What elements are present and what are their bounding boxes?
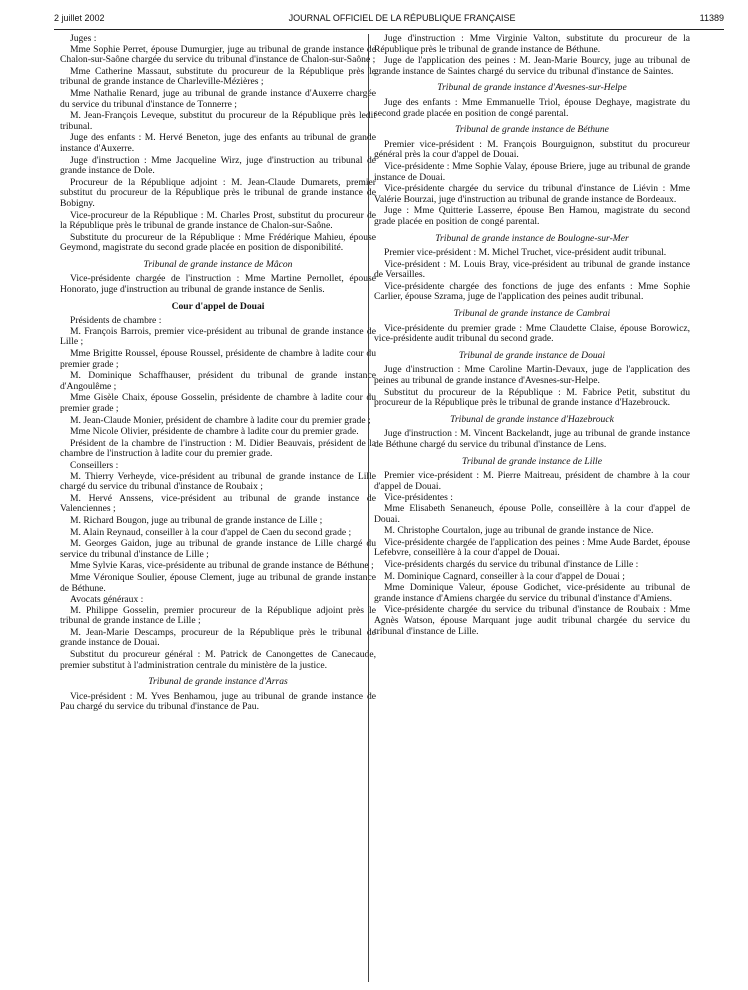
paragraph: Vice-présidente chargée du service du tribunal d'instance de Liévin : Mme Valérie Bourzai, juge d'instruction au tribunal de grande instance de Bordeaux. — [374, 183, 690, 205]
court-heading: Cour d'appel de Douai — [171, 300, 265, 312]
paragraph: Vice-présidente chargée de l'application des peines : Mme Aude Bardet, épouse Lefebvre, conseillère à la cour d'appel de Douai. — [374, 536, 690, 559]
paragraph: Mme Nicole Olivier, présidente de chambre à ladite cour du premier grade. — [70, 426, 359, 438]
paragraph: M. Dominique Schaffhauser, président du tribunal de grande instance d'Angoulême ; — [60, 370, 376, 392]
section-heading: Tribunal de grande instance d'Hazebrouck — [450, 413, 614, 425]
paragraph: Premier vice-président : M. François Bourguignon, substitut du procureur général près la cour d'appel de Douai. — [374, 138, 690, 161]
left-column — [60, 34, 376, 714]
section-label: Juges : — [70, 33, 97, 44]
paragraph: Vice-présidents chargés du service du tribunal d'instance de Lille : — [384, 558, 639, 570]
paragraph: M. Hervé Anssens, vice-président au tribunal de grande instance de Valenciennes ; — [60, 492, 376, 515]
paragraph: Vice-présidente du premier grade : Mme Claudette Claise, épouse Borowicz, vice-présidente audit tribunal du second grade. — [374, 322, 690, 345]
header-date: 2 juillet 2002 — [54, 13, 105, 23]
paragraph: M. Jean-Marie Descamps, procureur de la République près le tribunal de grande instance de Douai. — [60, 626, 376, 649]
section-heading: Tribunal de grande instance de Mâcon — [143, 258, 293, 270]
paragraph: M. Philippe Gosselin, premier procureur de la République adjoint près le tribunal de grande instance de Lille ; — [60, 604, 376, 627]
paragraph: Juge d'instruction : Mme Virginie Valton, substitute du procureur de la République près le tribunal de grande instance de Béthune. — [374, 33, 690, 55]
column-divider — [368, 34, 369, 982]
section-heading: Tribunal de grande instance de Boulogne-sur-Mer — [435, 232, 629, 244]
paragraph: Juge : Mme Quitterie Lasserre, épouse Ben Hamou, magistrate du second grade placée en position de congé parental. — [374, 205, 690, 227]
section-heading: Tribunal de grande instance d'Avesnes-sur-Helpe — [437, 82, 627, 94]
paragraph: M. Thierry Verheyde, vice-président au tribunal de grande instance de Lille chargé du service du tribunal d'instance de Roubaix ; — [60, 470, 376, 493]
section-label: Avocats généraux : — [70, 594, 144, 606]
header-title: JOURNAL OFFICIEL DE LA RÉPUBLIQUE FRANÇAISE — [288, 13, 516, 23]
section-heading: Tribunal de grande instance de Lille — [462, 455, 602, 467]
paragraph: M. Georges Gaidon, juge au tribunal de grande instance de Lille chargé du service du tribunal d'instance de Lille ; — [60, 538, 376, 560]
paragraph: Mme Gisèle Chaix, épouse Gosselin, présidente de chambre à ladite cour du premier grade ; — [60, 392, 376, 414]
paragraph: Premier vice-président : M. Michel Truchet, vice-président audit tribunal. — [384, 247, 667, 259]
section-label: Vice-présidentes : — [384, 492, 453, 504]
paragraph: Vice-président : M. Yves Benhamou, juge au tribunal de grande instance de Pau chargé du service du tribunal d'instance de Pau. — [60, 690, 376, 713]
paragraph: Mme Dominique Valeur, épouse Godichet, vice-présidente au tribunal de grande instance d'Amiens chargée du service du tribunal d'instance d'Amiens. — [374, 582, 690, 604]
section-heading: Tribunal de grande instance de Béthune — [455, 124, 609, 136]
paragraph: Premier vice-président : M. Pierre Maitreau, président de chambre à la cour d'appel de Douai. — [374, 470, 690, 492]
page-header — [54, 10, 724, 26]
paragraph: Juge de l'application des peines : M. Jean-Marie Bourcy, juge au tribunal de grande instance de Saintes chargé du service du tribunal d'instance de Saintes. — [374, 55, 690, 77]
paragraph: Vice-présidente chargée du service du tribunal d'instance de Roubaix : Mme Agnès Watson, épouse Marquant juge audit tribunal chargée du service du tribunal d'instance de Lille. — [374, 604, 690, 637]
section-heading: Tribunal de grande instance de Cambrai — [453, 308, 611, 320]
paragraph: Juge d'instruction : Mme Jacqueline Wirz, juge d'instruction au tribunal de grande instance de Dole. — [60, 154, 376, 177]
paragraph: Procureur de la République adjoint : M. Jean-Claude Dumarets, premier substitut du procureur de la République près le tribunal de grande instance de Bobigny. — [60, 176, 376, 209]
paragraph: M. Richard Bougon, juge au tribunal de grande instance de Lille ; — [70, 514, 323, 526]
paragraph: M. Christophe Courtalon, juge au tribunal de grande instance de Nice. — [384, 525, 654, 537]
paragraph: Mme Sophie Perret, épouse Dumurgier, juge au tribunal de grande instance de Chalon-sur-Saône chargée du service du tribunal d'instance de Chalon-sur-Saône ; — [60, 43, 376, 66]
paragraph: Vice-présidente chargée de l'instruction : Mme Martine Pernollet, épouse Honorato, juge d'instruction au tribunal de grande instance de Senlis. — [60, 273, 376, 296]
right-column — [374, 34, 690, 638]
paragraph: M. Jean-François Leveque, substitut du procureur de la République près ledit tribunal. — [60, 110, 376, 132]
paragraph: Juge d'instruction : Mme Caroline Martin-Devaux, juge de l'application des peines au tribunal de grande instance d'Avesnes-sur-Helpe. — [374, 364, 690, 387]
header-rule — [54, 29, 724, 30]
paragraph: Mme Catherine Massaut, substitute du procureur de la République près le tribunal de grande instance de Charleville-Mézières ; — [60, 65, 376, 88]
paragraph: Vice-présidente chargée des fonctions de juge des enfants : Mme Sophie Carlier, épouse Szrama, juge de l'application des peines audit tribunal. — [374, 280, 690, 303]
paragraph: M. Dominique Cagnard, conseiller à la cour d'appel de Douai ; — [384, 570, 625, 582]
paragraph: Juge des enfants : Mme Emmanuelle Triol, épouse Deghaye, magistrate du second grade placée en position de congé parental. — [374, 96, 690, 119]
paragraph: Substitut du procureur de la République : M. Fabrice Petit, substitut du procureur de la République près le tribunal de grande instance d'Hazebrouck. — [374, 386, 690, 409]
paragraph: Mme Véronique Soulier, épouse Clement, juge au tribunal de grande instance de Béthune. — [60, 571, 376, 594]
section-heading: Tribunal de grande instance de Douai — [458, 349, 606, 361]
paragraph: M. Jean-Claude Monier, président de chambre à ladite cour du premier grade ; — [70, 414, 371, 426]
paragraph: Mme Brigitte Roussel, épouse Roussel, présidente de chambre à ladite cour du premier grade ; — [60, 348, 376, 370]
paragraph: Substitute du procureur de la République : Mme Frédérique Mahieu, épouse Geymond, magistrate du second grade placée en position de disponibilité. — [60, 231, 376, 254]
paragraph: Président de la chambre de l'instruction : M. Didier Beauvais, président de la chambre de l'instruction à ladite cour du premier grade. — [60, 437, 376, 460]
paragraph: Vice-procureur de la République : M. Charles Prost, substitut du procureur de la République près le tribunal de grande instance de Chalon-sur-Saône. — [60, 209, 376, 232]
paragraph: M. Alain Reynaud, conseiller à la cour d'appel de Caen du second grade ; — [70, 526, 352, 538]
paragraph: Vice-président : M. Louis Bray, vice-président au tribunal de grande instance de Versailles. — [374, 258, 690, 281]
paragraph: Substitut du procureur général : M. Patrick de Canongettes de Canecaude, premier substitut à l'administration centrale du ministère de la justice. — [60, 649, 376, 671]
paragraph: M. François Barrois, premier vice-président au tribunal de grande instance de Lille ; — [60, 325, 376, 348]
paragraph: Juge des enfants : M. Hervé Beneton, juge des enfants au tribunal de grande instance d'Auxerre. — [60, 132, 376, 154]
header-page-number: 11389 — [699, 13, 724, 23]
section-label: Présidents de chambre : — [70, 315, 162, 327]
paragraph: Vice-présidente : Mme Sophie Valay, épouse Briere, juge au tribunal de grande instance de Douai. — [374, 160, 690, 183]
paragraph: Mme Sylvie Karas, vice-présidente au tribunal de grande instance de Béthune ; — [70, 560, 374, 572]
paragraph: Mme Elisabeth Senaneuch, épouse Polle, conseillère à la cour d'appel de Douai. — [374, 502, 690, 525]
section-label: Conseillers : — [70, 459, 119, 471]
paragraph: Juge d'instruction : M. Vincent Backelandt, juge au tribunal de grande instance de Béthune chargé du service du tribunal d'instance de Lens. — [374, 428, 690, 450]
paragraph: Mme Nathalie Renard, juge au tribunal de grande instance d'Auxerre chargée du service du tribunal d'instance de Tonnerre ; — [60, 87, 376, 110]
section-heading: Tribunal de grande instance d'Arras — [148, 676, 288, 688]
